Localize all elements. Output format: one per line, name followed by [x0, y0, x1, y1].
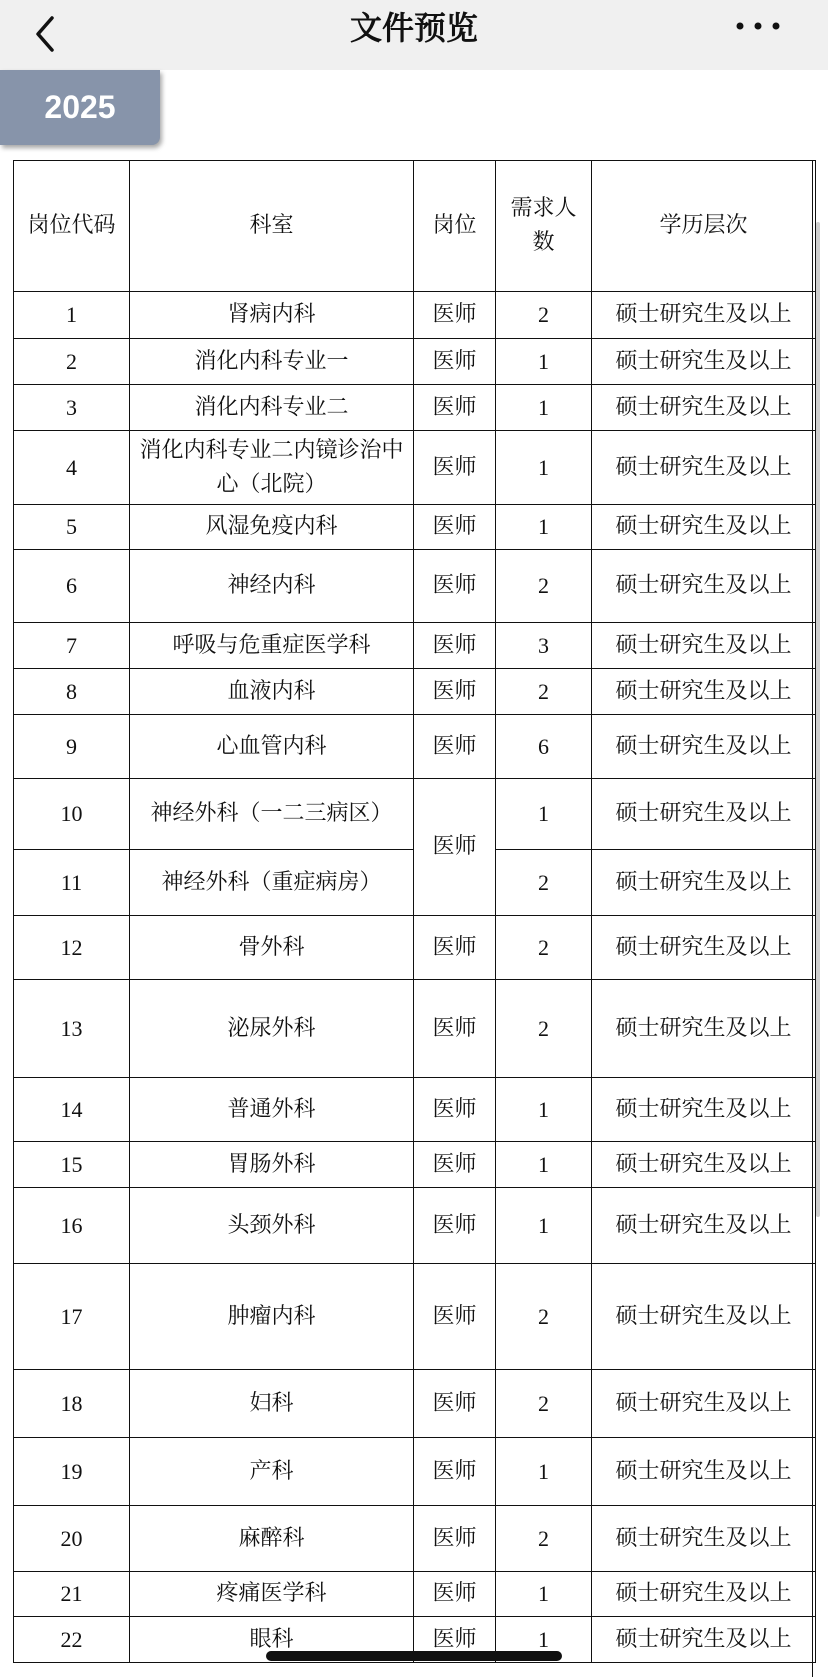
cell-code: 19 — [14, 1438, 130, 1506]
cell-dept: 疼痛医学科 — [130, 1572, 414, 1617]
cell-edu: 硕士研究生及以上 — [592, 1142, 816, 1188]
cell-code: 15 — [14, 1142, 130, 1188]
cell-code: 17 — [14, 1264, 130, 1370]
cell-dept: 肾病内科 — [130, 292, 414, 339]
cell-count: 2 — [496, 850, 592, 916]
table-row — [14, 1438, 816, 1506]
cell-edu: 硕士研究生及以上 — [592, 1188, 816, 1264]
cell-post: 医师 — [414, 669, 496, 715]
cell-dept: 胃肠外科 — [130, 1142, 414, 1188]
col-header-dept: 科室 — [130, 161, 414, 292]
cell-count: 1 — [496, 1078, 592, 1142]
cell-edu: 硕士研究生及以上 — [592, 980, 816, 1078]
cell-code: 18 — [14, 1370, 130, 1438]
sheet-edge — [812, 160, 813, 1677]
cell-edu: 硕士研究生及以上 — [592, 1264, 816, 1370]
cell-post: 医师 — [414, 292, 496, 339]
cell-code: 20 — [14, 1506, 130, 1572]
table-row — [14, 385, 816, 431]
cell-code: 21 — [14, 1572, 130, 1617]
cell-count: 2 — [496, 1370, 592, 1438]
cell-post: 医师 — [414, 1572, 496, 1617]
cell-dept: 消化内科专业二内镜诊治中心（北院） — [130, 431, 414, 505]
cell-code: 16 — [14, 1188, 130, 1264]
cell-edu: 硕士研究生及以上 — [592, 850, 816, 916]
table-row — [14, 292, 816, 339]
cell-count: 2 — [496, 916, 592, 980]
table-row — [14, 779, 816, 850]
cell-post: 医师 — [414, 1617, 496, 1663]
more-dots-icon — [728, 14, 788, 38]
cell-count: 2 — [496, 980, 592, 1078]
cell-edu: 硕士研究生及以上 — [592, 1370, 816, 1438]
col-header-post: 岗位 — [414, 161, 496, 292]
col-header-edu: 学历层次 — [592, 161, 816, 292]
cell-code: 1 — [14, 292, 130, 339]
cell-count: 1 — [496, 1188, 592, 1264]
cell-count: 6 — [496, 715, 592, 779]
cell-post: 医师 — [414, 1142, 496, 1188]
cell-post: 医师 — [414, 1078, 496, 1142]
table-row — [14, 550, 816, 623]
cell-post: 医师 — [414, 715, 496, 779]
cell-count: 1 — [496, 1438, 592, 1506]
cell-edu: 硕士研究生及以上 — [592, 779, 816, 850]
cell-dept: 消化内科专业一 — [130, 339, 414, 385]
table-row — [14, 1572, 816, 1617]
cell-post: 医师 — [414, 623, 496, 669]
cell-code: 4 — [14, 431, 130, 505]
table-row — [14, 916, 816, 980]
cell-count: 1 — [496, 431, 592, 505]
cell-dept: 呼吸与危重症医学科 — [130, 623, 414, 669]
table-row — [14, 505, 816, 550]
cell-code: 8 — [14, 669, 130, 715]
cell-post: 医师 — [414, 339, 496, 385]
cell-count: 1 — [496, 505, 592, 550]
table-row — [14, 1506, 816, 1572]
table-row — [14, 623, 816, 669]
cell-dept: 普通外科 — [130, 1078, 414, 1142]
cell-dept: 泌尿外科 — [130, 980, 414, 1078]
table-row — [14, 431, 816, 505]
cell-dept: 麻醉科 — [130, 1506, 414, 1572]
cell-dept: 妇科 — [130, 1370, 414, 1438]
scrollbar[interactable] — [816, 222, 820, 1217]
cell-code: 14 — [14, 1078, 130, 1142]
cell-edu: 硕士研究生及以上 — [592, 1506, 816, 1572]
cell-count: 1 — [496, 385, 592, 431]
cell-post: 医师 — [414, 1506, 496, 1572]
cell-dept: 风湿免疫内科 — [130, 505, 414, 550]
cell-post: 医师 — [414, 1370, 496, 1438]
cell-dept: 消化内科专业二 — [130, 385, 414, 431]
table-row — [14, 1188, 816, 1264]
cell-dept: 神经外科（一二三病区） — [130, 779, 414, 850]
cell-edu: 硕士研究生及以上 — [592, 1572, 816, 1617]
table-row — [14, 1370, 816, 1438]
cell-post: 医师 — [414, 980, 496, 1078]
cell-count: 1 — [496, 339, 592, 385]
cell-edu: 硕士研究生及以上 — [592, 385, 816, 431]
cell-post: 医师 — [414, 1438, 496, 1506]
cell-count: 1 — [496, 1617, 592, 1663]
cell-code: 7 — [14, 623, 130, 669]
cell-dept: 眼科 — [130, 1617, 414, 1663]
header-row — [14, 161, 816, 292]
cell-code: 6 — [14, 550, 130, 623]
cell-edu: 硕士研究生及以上 — [592, 339, 816, 385]
cell-dept: 骨外科 — [130, 916, 414, 980]
cell-post: 医师 — [414, 1264, 496, 1370]
cell-count: 2 — [496, 292, 592, 339]
cell-dept: 产科 — [130, 1438, 414, 1506]
cell-edu: 硕士研究生及以上 — [592, 916, 816, 980]
table-row — [14, 980, 816, 1078]
table-row — [14, 669, 816, 715]
cell-post: 医师 — [414, 385, 496, 431]
table-row — [14, 339, 816, 385]
table-row — [14, 715, 816, 779]
cell-post: 医师 — [414, 779, 496, 916]
year-tag: 2025 — [0, 70, 160, 145]
cell-edu: 硕士研究生及以上 — [592, 669, 816, 715]
cell-dept: 肿瘤内科 — [130, 1264, 414, 1370]
cell-dept: 神经外科（重症病房） — [130, 850, 414, 916]
table-row — [14, 1078, 816, 1142]
cell-dept: 血液内科 — [130, 669, 414, 715]
cell-edu: 硕士研究生及以上 — [592, 715, 816, 779]
cell-edu: 硕士研究生及以上 — [592, 1617, 816, 1663]
cell-post: 医师 — [414, 431, 496, 505]
cell-edu: 硕士研究生及以上 — [592, 1438, 816, 1506]
table-row — [14, 1142, 816, 1188]
cell-count: 1 — [496, 1572, 592, 1617]
home-indicator — [266, 1651, 562, 1661]
page-title: 文件预览 — [349, 9, 478, 47]
cell-edu: 硕士研究生及以上 — [592, 550, 816, 623]
nav-bar — [0, 0, 828, 70]
cell-code: 9 — [14, 715, 130, 779]
cell-count: 3 — [496, 623, 592, 669]
recruitment-table — [13, 160, 816, 1663]
cell-code: 10 — [14, 779, 130, 850]
cell-count: 2 — [496, 1264, 592, 1370]
cell-code: 22 — [14, 1617, 130, 1663]
table-row — [14, 1264, 816, 1370]
cell-dept: 心血管内科 — [130, 715, 414, 779]
cell-edu: 硕士研究生及以上 — [592, 292, 816, 339]
cell-code: 11 — [14, 850, 130, 916]
cell-code: 12 — [14, 916, 130, 980]
cell-code: 5 — [14, 505, 130, 550]
cell-post: 医师 — [414, 916, 496, 980]
document-sheet — [13, 160, 816, 1663]
cell-count: 2 — [496, 1506, 592, 1572]
cell-code: 2 — [14, 339, 130, 385]
cell-edu: 硕士研究生及以上 — [592, 623, 816, 669]
cell-dept: 神经内科 — [130, 550, 414, 623]
cell-post: 医师 — [414, 550, 496, 623]
cell-post: 医师 — [414, 505, 496, 550]
cell-count: 1 — [496, 779, 592, 850]
cell-dept: 头颈外科 — [130, 1188, 414, 1264]
col-header-count: 需求人数 — [496, 161, 592, 292]
col-header-code: 岗位代码 — [14, 161, 130, 292]
cell-code: 13 — [14, 980, 130, 1078]
cell-count: 1 — [496, 1142, 592, 1188]
cell-post: 医师 — [414, 1188, 496, 1264]
cell-code: 3 — [14, 385, 130, 431]
cell-edu: 硕士研究生及以上 — [592, 505, 816, 550]
cell-count: 2 — [496, 550, 592, 623]
cell-edu: 硕士研究生及以上 — [592, 431, 816, 505]
cell-count: 2 — [496, 669, 592, 715]
more-button[interactable] — [728, 14, 788, 38]
cell-edu: 硕士研究生及以上 — [592, 1078, 816, 1142]
